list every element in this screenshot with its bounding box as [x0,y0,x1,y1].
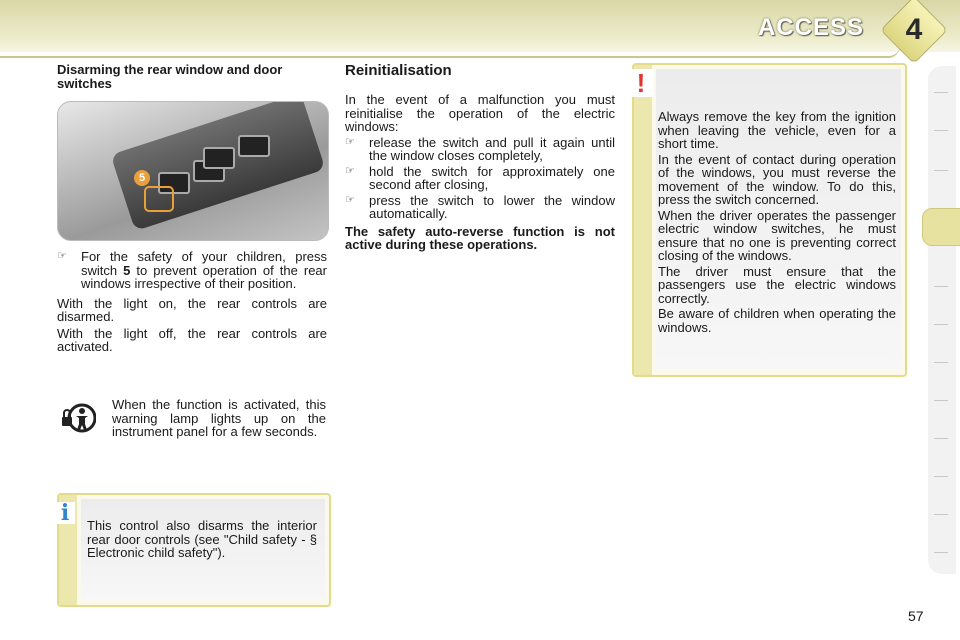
section-heading-disarming: Disarming the rear window and door switches [57,62,283,91]
pointing-hand-icon: ☞ [57,250,67,262]
warning-icon: ! [628,69,654,97]
section-heading-reinitialisation: Reinitialisation [345,62,452,79]
sidebar-tick [934,514,948,515]
window-switch-photo [57,101,329,241]
sidebar-tick [934,362,948,363]
chapter-number: 4 [905,13,923,46]
warning-text [658,110,896,336]
chapter-index-sidebar [928,66,956,574]
reinitialisation-section [345,62,615,252]
disarming-text [57,250,327,354]
pointing-hand-icon: ☞ [345,135,355,148]
sidebar-tick [934,552,948,553]
reinit-intro: In the event of a malfunction you must reinitialise the operation of the electric windows: [345,92,615,134]
sidebar-tick [934,438,948,439]
sidebar-tick [934,476,948,477]
warning-paragraph: When the driver operates the passenger electric window switches, he must ensure that no one is preventing correct closing of the windows. [658,207,896,263]
info-icon: i [55,502,75,524]
warning-paragraph: In the event of contact during operation of the windows, you must reverse the movement of the window. To do this, press the switch concerned. [658,151,896,207]
switch-number-badge: 5 [134,170,150,186]
window-switch [203,147,235,169]
header-curve [0,46,900,58]
light-on-text: With the light on, the rear controls are disarmed. [57,295,327,324]
pointing-hand-icon: ☞ [345,164,355,177]
sidebar-tick [934,324,948,325]
page-number: 57 [908,608,924,624]
active-chapter-tab[interactable] [922,208,960,246]
light-off-text: With the light off, the rear controls are activated. [57,325,327,354]
sidebar-tick [934,92,948,93]
window-switch [238,135,270,157]
warning-lamp-text: When the function is activated, this warning lamp lights up on the instrument panel for a few seconds. [112,397,326,439]
reinit-note: The safety auto-reverse function is not active during these operations. [345,223,615,252]
warning-box-strip [634,65,652,375]
list-item: ☞ release the switch and pull it again until the window closes completely, [345,134,615,163]
info-text: This control also disarms the interior rear door controls (see "Child safety - § Electronic child safety"). [87,518,317,560]
pointing-hand-icon: ☞ [345,193,355,206]
list-item: ☞ press the switch to lower the window automatically. [345,192,615,221]
child-lock-warning-lamp-icon [60,400,96,436]
chapter-title: ACCESS [757,14,864,41]
warning-paragraph: Be aware of children when operating the windows. [658,306,896,335]
warning-paragraph: The driver must ensure that the passengers use the electric windows correctly. [658,263,896,306]
list-item: ☞ For the safety of your children, press switch 5 to prevent operation of the rear windows irrespective of their position. [57,249,327,291]
sidebar-tick [934,170,948,171]
sidebar-tick [934,286,948,287]
sidebar-tick [934,130,948,131]
warning-paragraph: Always remove the key from the ignition when leaving the vehicle, even for a short time. [658,109,896,151]
list-item: ☞ hold the switch for approximately one second after closing, [345,163,615,192]
switch-highlight [144,186,174,212]
sidebar-tick [934,400,948,401]
